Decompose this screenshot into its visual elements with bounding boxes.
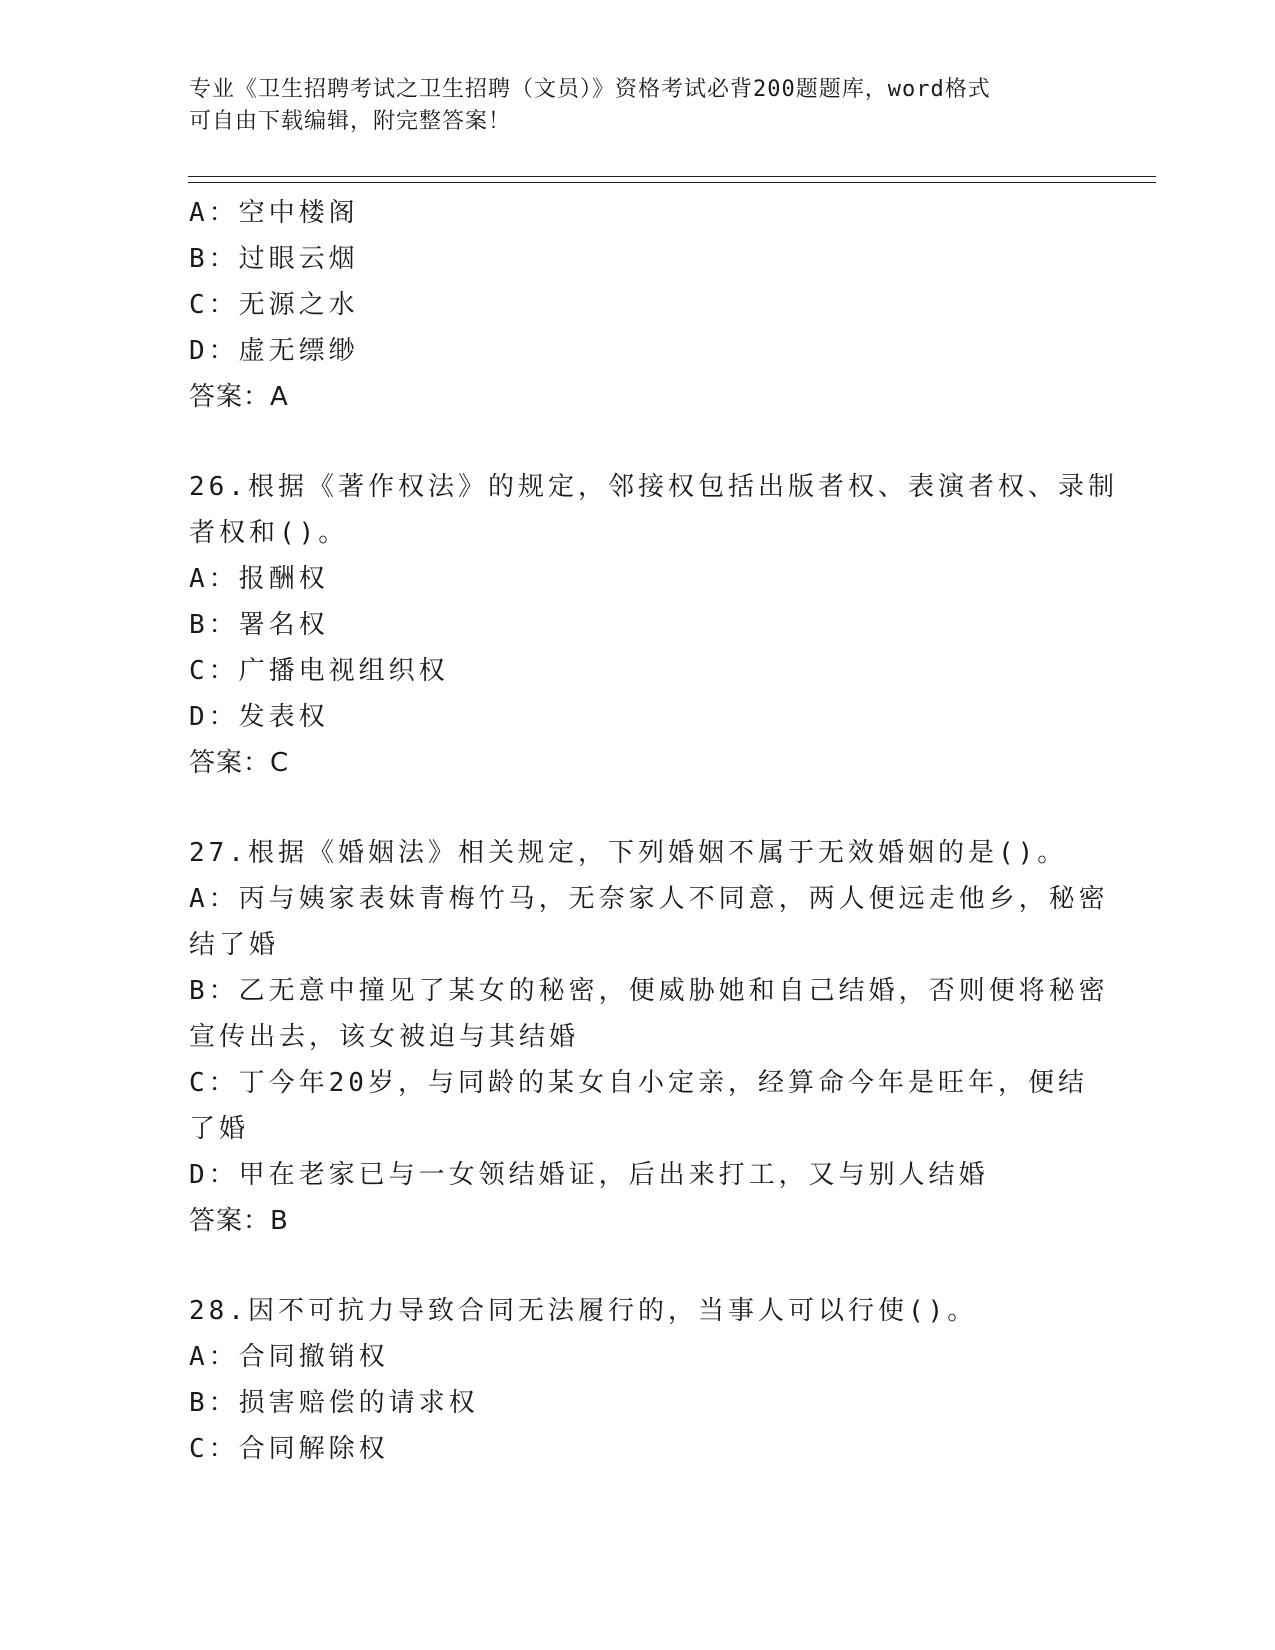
option-b-continued: 宣传出去，该女被迫与其结婚 <box>189 1022 580 1052</box>
spacer <box>189 786 1089 830</box>
question-25 <box>189 190 1089 420</box>
option-a: A：报酬权 <box>189 564 329 594</box>
option-b: B：署名权 <box>189 610 329 640</box>
option-a: A：丙与姨家表妹青梅竹马，无奈家人不同意，两人便远走他乡，秘密 <box>189 884 1109 914</box>
header-divider-top <box>188 176 1156 177</box>
option-c: C：无源之水 <box>189 290 359 320</box>
option-b: B：损害赔偿的请求权 <box>189 1388 479 1418</box>
document-header <box>189 74 1089 138</box>
option-d: D：甲在老家已与一女领结婚证，后出来打工，又与别人结婚 <box>189 1160 989 1190</box>
option-b: B：过眼云烟 <box>189 244 359 274</box>
question-stem: 28.因不可抗力导致合同无法履行的，当事人可以行使()。 <box>189 1296 978 1326</box>
answer-line: 答案：A <box>189 382 289 412</box>
option-d: D：发表权 <box>189 702 329 732</box>
header-line-2: 可自由下载编辑，附完整答案！ <box>189 109 512 134</box>
option-c: C：合同解除权 <box>189 1434 389 1464</box>
option-a-continued: 结了婚 <box>189 930 280 960</box>
option-a: A：空中楼阁 <box>189 198 359 228</box>
spacer <box>189 1244 1089 1288</box>
question-26 <box>189 464 1118 786</box>
option-a: A：合同撤销权 <box>189 1342 389 1372</box>
spacer <box>189 420 1089 464</box>
option-b: B：乙无意中撞见了某女的秘密，便威胁她和自己结婚，否则便将秘密 <box>189 976 1109 1006</box>
option-c: C：广播电视组织权 <box>189 656 449 686</box>
question-27 <box>189 830 1109 1244</box>
option-c: C：丁今年20岁，与同龄的某女自小定亲，经算命今年是旺年，便结 <box>189 1068 1088 1098</box>
header-divider-bottom <box>188 182 1156 183</box>
answer-line: 答案：B <box>189 1206 289 1236</box>
question-list <box>189 190 1118 1472</box>
option-d: D：虚无缥缈 <box>189 336 359 366</box>
question-stem: 26.根据《著作权法》的规定，邻接权包括出版者权、表演者权、录制 <box>189 472 1118 502</box>
question-stem-continued: 者权和()。 <box>189 518 349 548</box>
question-28 <box>189 1288 1089 1472</box>
option-c-continued: 了婚 <box>189 1114 250 1144</box>
header-line-1: 专业《卫生招聘考试之卫生招聘（文员）》资格考试必背200题题库，word格式 <box>189 77 991 102</box>
answer-line: 答案：C <box>189 748 290 778</box>
question-stem: 27.根据《婚姻法》相关规定，下列婚姻不属于无效婚姻的是()。 <box>189 838 1068 868</box>
